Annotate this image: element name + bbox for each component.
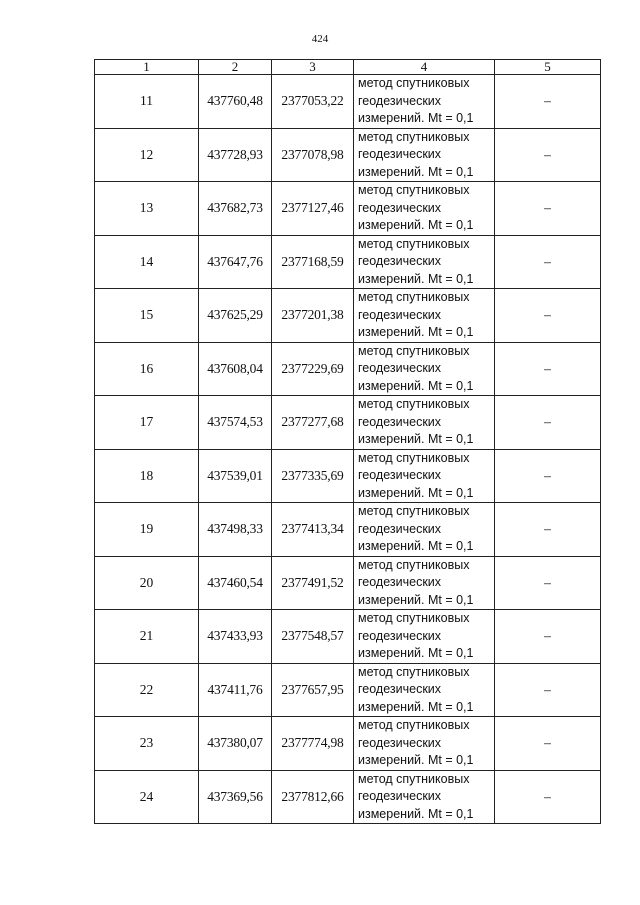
method-cell: метод спутниковых геодезических измерений. Mt = 0,1 [354,182,495,236]
table-row [95,342,601,396]
table-body [95,75,601,824]
y-coordinate-cell: 2377413,34 [272,503,354,557]
table-row [95,770,601,824]
table-row [95,235,601,289]
note-cell: – [495,235,601,289]
x-coordinate-cell: 437411,76 [199,663,272,717]
note-cell: – [495,503,601,557]
x-coordinate-cell: 437539,01 [199,449,272,503]
method-cell: метод спутниковых геодезических измерений. Mt = 0,1 [354,503,495,557]
header-row [95,60,601,75]
method-cell: метод спутниковых геодезических измерений. Mt = 0,1 [354,610,495,664]
x-coordinate-cell: 437608,04 [199,342,272,396]
y-coordinate-cell: 2377201,38 [272,289,354,343]
point-number-cell: 17 [95,396,199,450]
point-number-cell: 21 [95,610,199,664]
note-cell: – [495,396,601,450]
x-coordinate-cell: 437574,53 [199,396,272,450]
table-row [95,610,601,664]
x-coordinate-cell: 437380,07 [199,717,272,771]
point-number-cell: 18 [95,449,199,503]
point-number-cell: 19 [95,503,199,557]
y-coordinate-cell: 2377335,69 [272,449,354,503]
x-coordinate-cell: 437682,73 [199,182,272,236]
table-row [95,449,601,503]
table-header [95,60,601,75]
table-row [95,182,601,236]
table-row [95,396,601,450]
method-cell: метод спутниковых геодезических измерений. Mt = 0,1 [354,770,495,824]
point-number-cell: 24 [95,770,199,824]
table-row [95,717,601,771]
x-coordinate-cell: 437460,54 [199,556,272,610]
note-cell: – [495,610,601,664]
note-cell: – [495,717,601,771]
table-row [95,128,601,182]
y-coordinate-cell: 2377812,66 [272,770,354,824]
y-coordinate-cell: 2377127,46 [272,182,354,236]
point-number-cell: 11 [95,75,199,129]
table-row [95,75,601,129]
note-cell: – [495,449,601,503]
point-number-cell: 15 [95,289,199,343]
method-cell: метод спутниковых геодезических измерений. Mt = 0,1 [354,449,495,503]
y-coordinate-cell: 2377657,95 [272,663,354,717]
y-coordinate-cell: 2377548,57 [272,610,354,664]
y-coordinate-cell: 2377053,22 [272,75,354,129]
y-coordinate-cell: 2377491,52 [272,556,354,610]
column-header-1: 1 [95,60,199,75]
x-coordinate-cell: 437498,33 [199,503,272,557]
point-number-cell: 23 [95,717,199,771]
x-coordinate-cell: 437760,48 [199,75,272,129]
table-row [95,556,601,610]
note-cell: – [495,289,601,343]
note-cell: – [495,75,601,129]
method-cell: метод спутниковых геодезических измерений. Mt = 0,1 [354,235,495,289]
y-coordinate-cell: 2377229,69 [272,342,354,396]
method-cell: метод спутниковых геодезических измерений. Mt = 0,1 [354,289,495,343]
x-coordinate-cell: 437625,29 [199,289,272,343]
coordinates-table [94,59,601,824]
column-header-2: 2 [199,60,272,75]
point-number-cell: 20 [95,556,199,610]
note-cell: – [495,128,601,182]
note-cell: – [495,663,601,717]
point-number-cell: 16 [95,342,199,396]
y-coordinate-cell: 2377774,98 [272,717,354,771]
note-cell: – [495,770,601,824]
y-coordinate-cell: 2377168,59 [272,235,354,289]
table-row [95,663,601,717]
note-cell: – [495,182,601,236]
method-cell: метод спутниковых геодезических измерений. Mt = 0,1 [354,342,495,396]
column-header-5: 5 [495,60,601,75]
method-cell: метод спутниковых геодезических измерений. Mt = 0,1 [354,717,495,771]
method-cell: метод спутниковых геодезических измерений. Mt = 0,1 [354,128,495,182]
column-header-3: 3 [272,60,354,75]
page-number: 424 [311,33,329,45]
x-coordinate-cell: 437369,56 [199,770,272,824]
y-coordinate-cell: 2377277,68 [272,396,354,450]
method-cell: метод спутниковых геодезических измерений. Mt = 0,1 [354,75,495,129]
method-cell: метод спутниковых геодезических измерений. Mt = 0,1 [354,556,495,610]
point-number-cell: 13 [95,182,199,236]
method-cell: метод спутниковых геодезических измерений. Mt = 0,1 [354,396,495,450]
y-coordinate-cell: 2377078,98 [272,128,354,182]
x-coordinate-cell: 437647,76 [199,235,272,289]
note-cell: – [495,556,601,610]
x-coordinate-cell: 437433,93 [199,610,272,664]
x-coordinate-cell: 437728,93 [199,128,272,182]
note-cell: – [495,342,601,396]
table-row [95,503,601,557]
point-number-cell: 22 [95,663,199,717]
point-number-cell: 12 [95,128,199,182]
column-header-4: 4 [354,60,495,75]
table-row [95,289,601,343]
method-cell: метод спутниковых геодезических измерений. Mt = 0,1 [354,663,495,717]
point-number-cell: 14 [95,235,199,289]
